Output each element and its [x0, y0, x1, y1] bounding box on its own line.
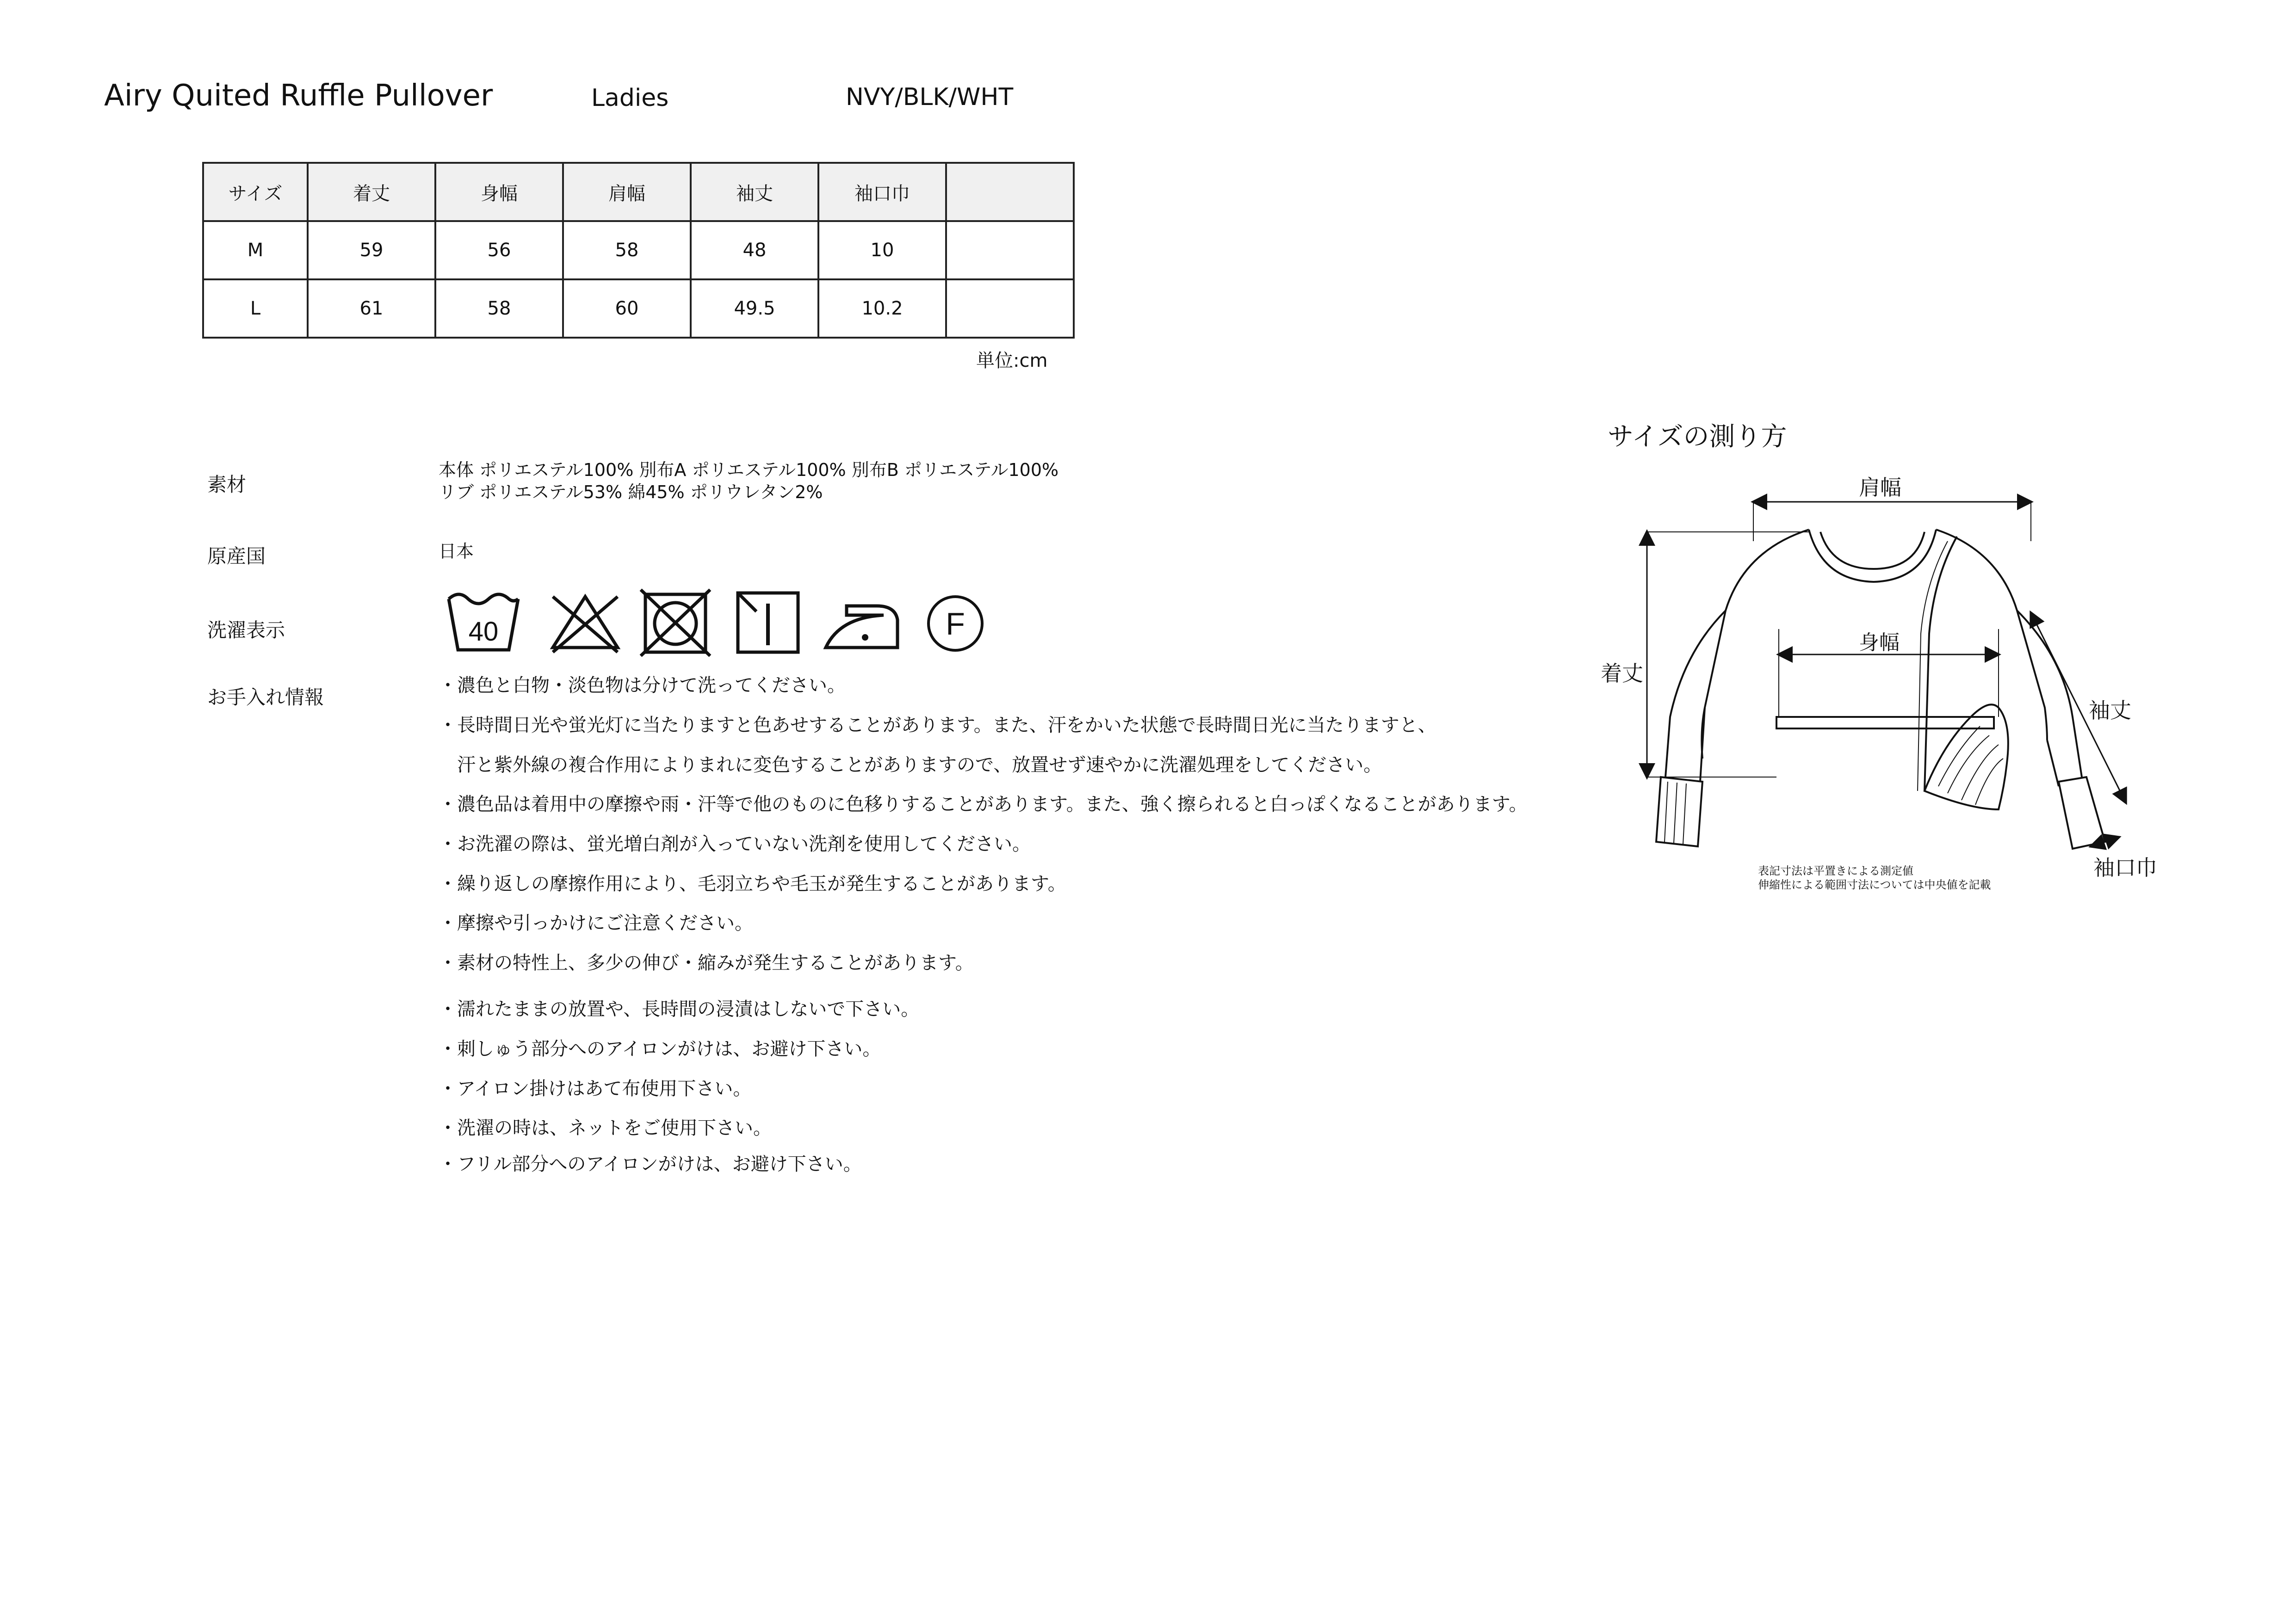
table-cell: 60 [563, 279, 691, 338]
table-row [203, 279, 1074, 338]
table-cell: M [203, 221, 308, 279]
body-width-label: 身幅 [1859, 631, 1900, 654]
table-header-cell: 袖口巾 [818, 163, 946, 221]
table-cell: 58 [563, 221, 691, 279]
table-header-cell: 身幅 [435, 163, 563, 221]
care-line: ・繰り返しの摩擦作用により、毛羽立ちや毛玉が発生することがあります。 [439, 873, 1066, 895]
no-bleach-icon [548, 587, 622, 657]
care-line: ・濡れたままの放置や、長時間の浸漬はしないで下さい。 [439, 999, 920, 1020]
measure-note: 伸縮性による範囲寸法については中央値を記載 [1758, 878, 1991, 891]
no-tumble-dry-icon [638, 587, 712, 657]
table-cell: 10 [818, 221, 946, 279]
wash-temp-text: 40 [468, 617, 499, 647]
care-line: ・お洗濯の際は、蛍光増白剤が入っていない洗剤を使用してください。 [439, 833, 1031, 855]
wash-label: 洗濯表示 [207, 619, 285, 642]
table-header-cell: 袖丈 [691, 163, 818, 221]
material-label: 素材 [207, 473, 247, 496]
care-line: ・濃色と白物・淡色物は分けて洗ってください。 [439, 675, 846, 696]
care-line: ・素材の特性上、多少の伸び・縮みが発生することがあります。 [439, 952, 974, 974]
product-name: Airy Quited Ruffle Pullover [104, 79, 493, 113]
care-line: 汗と紫外線の複合作用によりまれに変色することがありますので、放置せず速やかに洗濯処理をしてください。 [439, 754, 1382, 776]
material-line: 本体 ポリエステル100% 別布A ポリエステル100% 別布B ポリエステル100% [439, 460, 1059, 480]
table-cell: 56 [435, 221, 563, 279]
table-row [203, 221, 1074, 279]
wash-40-icon [444, 587, 523, 657]
care-label: お手入れ情報 [207, 686, 324, 709]
table-cell: L [203, 279, 308, 338]
dry-clean-letter: F [946, 606, 965, 642]
table-header-cell: サイズ [203, 163, 308, 221]
care-line: ・長時間日光や蛍光灯に当たりますと色あせすることがあります。また、汗をかいた状態で長時間日光に当たりますと、 [439, 715, 1436, 736]
origin-value: 日本 [439, 541, 474, 562]
table-header-cell: 肩幅 [563, 163, 691, 221]
table-cell: 49.5 [691, 279, 818, 338]
table-cell: 59 [308, 221, 435, 279]
size-table [202, 162, 1075, 339]
care-line: ・洗濯の時は、ネットをご使用下さい。 [439, 1117, 772, 1139]
sleeve-length-label: 袖丈 [2089, 698, 2131, 723]
iron-low-icon [821, 587, 904, 657]
shoulder-label: 肩幅 [1859, 475, 1901, 500]
table-cell [946, 279, 1074, 338]
measure-note: 表記寸法は平置きによる測定値 [1758, 864, 1913, 877]
color-codes: NVY/BLK/WHT [846, 83, 1014, 111]
table-header-cell [946, 163, 1074, 221]
dry-clean-f-icon [921, 587, 990, 657]
table-cell: 58 [435, 279, 563, 338]
table-cell [946, 221, 1074, 279]
cuff-width-label: 袖口巾 [2093, 855, 2157, 880]
material-line: リブ ポリエステル53% 綿45% ポリウレタン2% [439, 482, 823, 502]
measure-title: サイズの測り方 [1608, 422, 1787, 452]
table-cell: 10.2 [818, 279, 946, 338]
length-label: 着丈 [1601, 661, 1643, 686]
line-dry-shade-icon [731, 587, 805, 657]
table-cell: 61 [308, 279, 435, 338]
origin-label: 原産国 [207, 545, 266, 568]
table-header-row [203, 163, 1074, 221]
garment-diagram [1591, 458, 2193, 902]
table-cell: 48 [691, 221, 818, 279]
care-line: ・刺しゅう部分へのアイロンがけは、お避け下さい。 [439, 1038, 881, 1060]
care-line: ・アイロン掛けはあて布使用下さい。 [439, 1078, 752, 1099]
care-line: ・フリル部分へのアイロンがけは、お避け下さい。 [439, 1154, 862, 1175]
care-line: ・濃色品は着用中の摩擦や雨・汗等で他のものに色移りすることがあります。また、強く擦られると白っぽくなることがあります。 [439, 794, 1528, 815]
category-label: Ladies [591, 84, 669, 112]
table-header-cell: 着丈 [308, 163, 435, 221]
care-line: ・摩擦や引っかけにご注意ください。 [439, 913, 753, 934]
unit-label: 単位:cm [976, 350, 1048, 371]
